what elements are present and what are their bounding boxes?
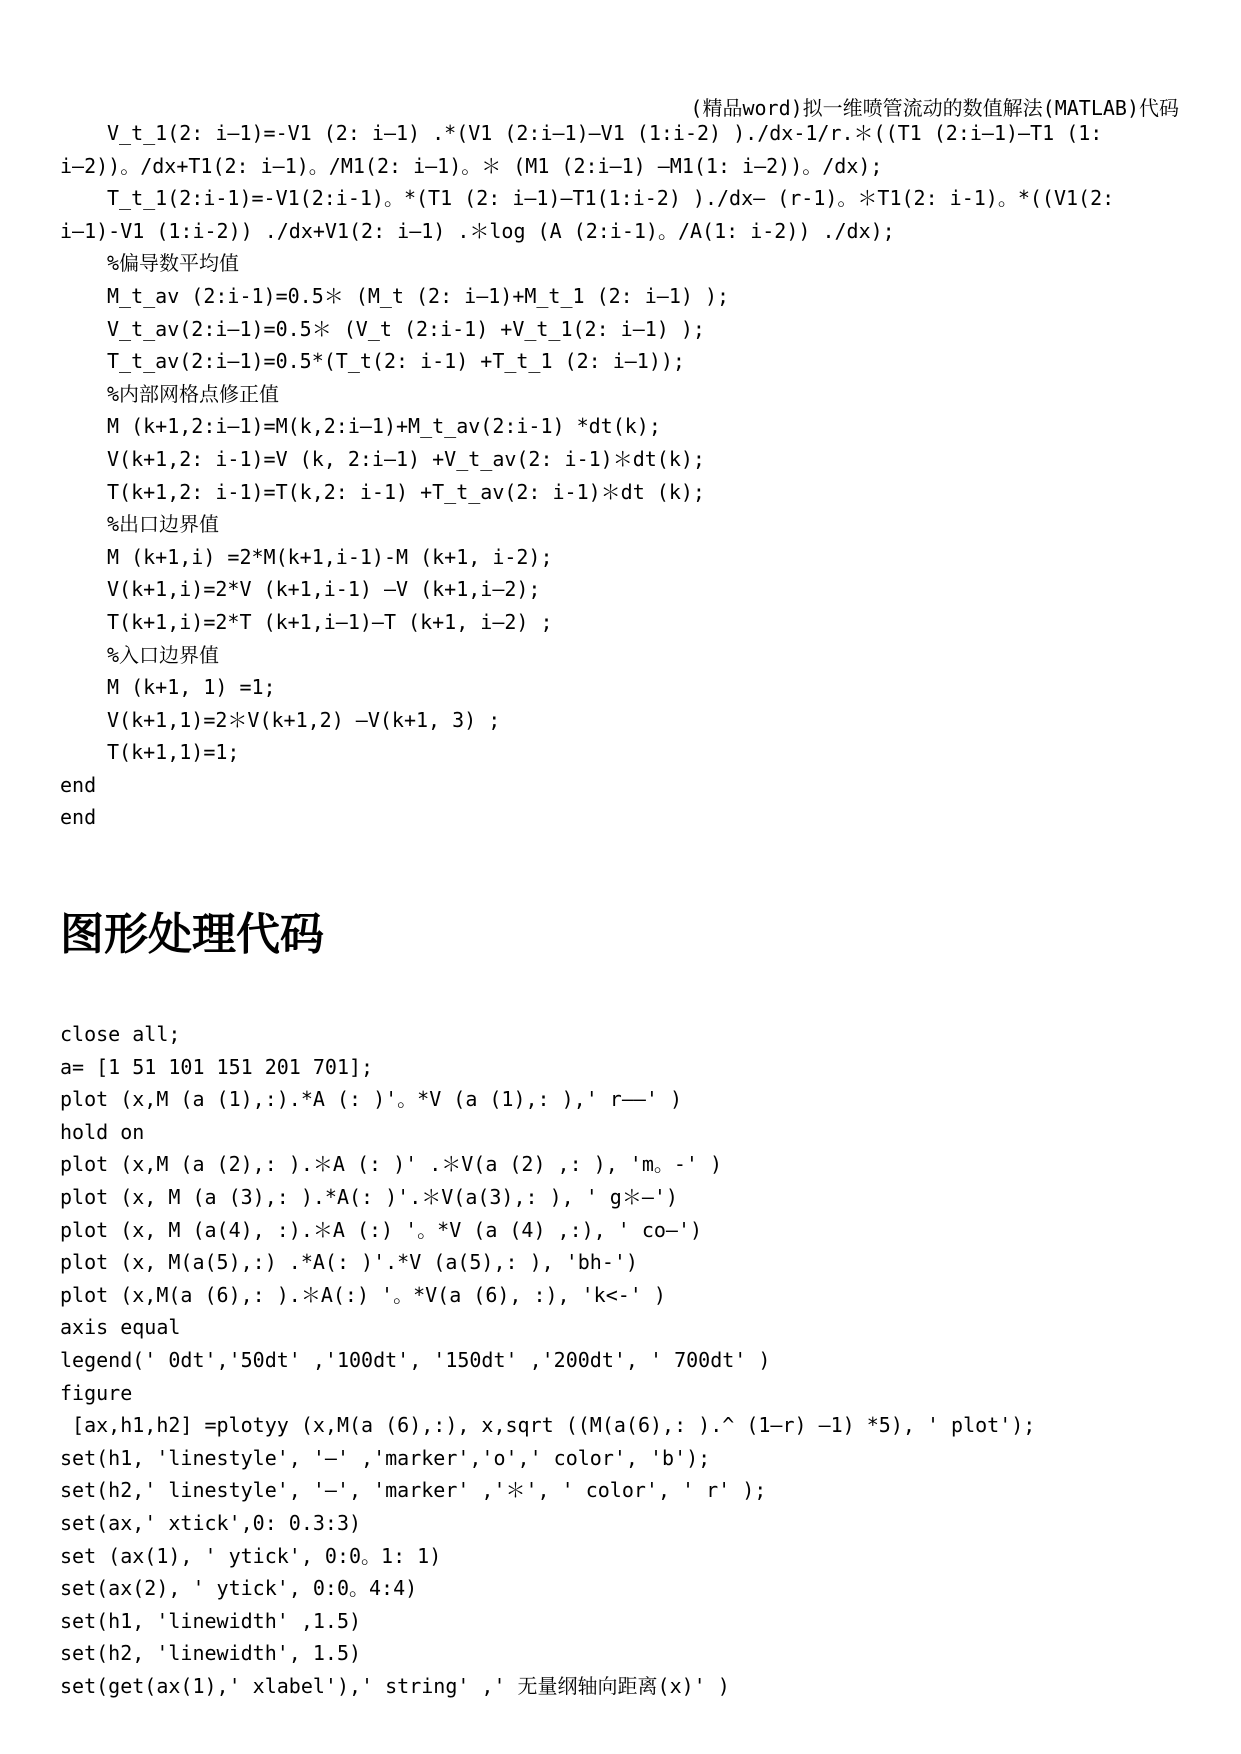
code-line: set(h1, 'linewidth' ,1.5) (60, 1608, 362, 1633)
code-line: a= [1 51 101 151 201 701]; (60, 1054, 374, 1079)
code-line: i—2))。/dx+T1(2: i—1)。/M1(2: i—1)。＊ (M1 (2:i—1) —M1(1: i—2))。/dx); (60, 153, 883, 178)
top-code-block (60, 117, 1190, 834)
code-line: T_t_av(2:i—1)=0.5*(T_t(2: i-1) +T_t_1 (2: i—1)); (107, 349, 685, 374)
code-line: axis equal (60, 1315, 181, 1340)
code-line: V(k+1,2: i-1)=V (k, 2:i—1) +V_t_av(2: i-1)＊dt(k); (107, 446, 705, 471)
code-line: T(k+1,1)=1; (107, 740, 240, 765)
code-line: set(get(ax(1),' xlabel'),' string' ,' 无量纲轴向距离(x)' ) (60, 1673, 730, 1698)
code-line: T(k+1,2: i-1)=T(k,2: i-1) +T_t_av(2: i-1)＊dt (k); (107, 479, 705, 504)
code-comment: %内部网格点修正值 (107, 381, 280, 406)
code-line: V_t_av(2:i—1)=0.5＊ (V_t (2:i-1) +V_t_1(2: i—1) ); (107, 316, 705, 341)
code-line: end (60, 772, 97, 797)
code-line: M (k+1,2:i—1)=M(k,2:i—1)+M_t_av(2:i-1) *dt(k); (107, 414, 661, 439)
code-line: set(h2,' linestyle', '—', 'marker' ,'＊', ' color', ' r' ); (60, 1478, 767, 1503)
bottom-code-block (60, 1018, 1190, 1702)
code-line: plot (x, M(a(5),:) .*A(: )'.*V (a(5),: ), 'bh-') (60, 1250, 638, 1275)
code-line: T(k+1,i)=2*T (k+1,i—1)—T (k+1, i—2) ; (107, 609, 553, 634)
code-line: i—1)-V1 (1:i-2)) ./dx+V1(2: i—1) .＊log (A (2:i-1)。/A(1: i-2)) ./dx); (60, 218, 895, 243)
code-line: M (k+1,i) =2*M(k+1,i-1)-M (k+1, i-2); (107, 544, 553, 569)
code-line: plot (x,M (a (2),: ).＊A (: )' .＊V(a (2) ,: ), 'm。-' ) (60, 1152, 723, 1177)
page-header: (精品word)拟一维喷管流动的数值解法(MATLAB)代码 (690, 96, 1179, 120)
code-line: close all; (60, 1022, 181, 1046)
code-line: [ax,h1,h2] =plotyy (x,M(a (6),:), x,sqrt ((M(a(6),: ).^ (1—r) —1) *5), ' plot'); (60, 1413, 1036, 1438)
code-line: T_t_1(2:i-1)=-V1(2:i-1)。*(T1 (2: i—1)—T1(1:i-2) )./dx— (r-1)。＊T1(2: i-1)。*((V1(2: (107, 186, 1115, 211)
code-line: set(h1, 'linestyle', '—' ,'marker','o',' color', 'b'); (60, 1445, 711, 1470)
code-line: set(ax,' xtick',0: 0.3:3) (60, 1510, 362, 1535)
code-line: M (k+1, 1) =1; (107, 675, 276, 700)
code-line: plot (x,M (a (1),:).*A (: )'。*V (a (1),: ),' r——' ) (60, 1087, 683, 1112)
code-line: V(k+1,i)=2*V (k+1,i-1) —V (k+1,i—2); (107, 577, 541, 602)
code-comment: %出口边界值 (107, 512, 220, 537)
code-line: figure (60, 1380, 133, 1405)
section-heading: 图形处理代码 (60, 909, 324, 960)
code-line: end (60, 805, 97, 830)
code-line: V_t_1(2: i—1)=-V1 (2: i—1) .*(V1 (2:i—1)—V1 (1:i-2) )./dx-1/r.＊((T1 (2:i—1)—T1 (1: (107, 121, 1103, 145)
code-line: plot (x, M (a (3),: ).*A(: )'.＊V(a(3),: ), ' g＊—') (60, 1184, 678, 1209)
code-line: M_t_av (2:i-1)=0.5＊ (M_t (2: i—1)+M_t_1 (2: i—1) ); (107, 283, 730, 308)
code-line: plot (x, M (a(4), :).＊A (:) '。*V (a (4) ,:), ' co—') (60, 1217, 703, 1242)
code-comment: %偏导数平均值 (107, 251, 240, 276)
code-line: set (ax(1), ' ytick', 0:0。1: 1) (60, 1543, 442, 1568)
code-line: set(h2, 'linewidth', 1.5) (60, 1641, 362, 1666)
code-line: V(k+1,1)=2＊V(k+1,2) —V(k+1, 3) ; (107, 707, 501, 732)
code-line: plot (x,M(a (6),: ).＊A(:) '。*V(a (6), :), 'k<-' ) (60, 1282, 666, 1307)
code-comment: %入口边界值 (107, 642, 220, 667)
code-line: hold on (60, 1119, 145, 1144)
code-line: set(ax(2), ' ytick', 0:0。4:4) (60, 1576, 418, 1601)
code-line: legend(' 0dt','50dt' ,'100dt', '150dt' ,'200dt', ' 700dt' ) (60, 1347, 771, 1372)
